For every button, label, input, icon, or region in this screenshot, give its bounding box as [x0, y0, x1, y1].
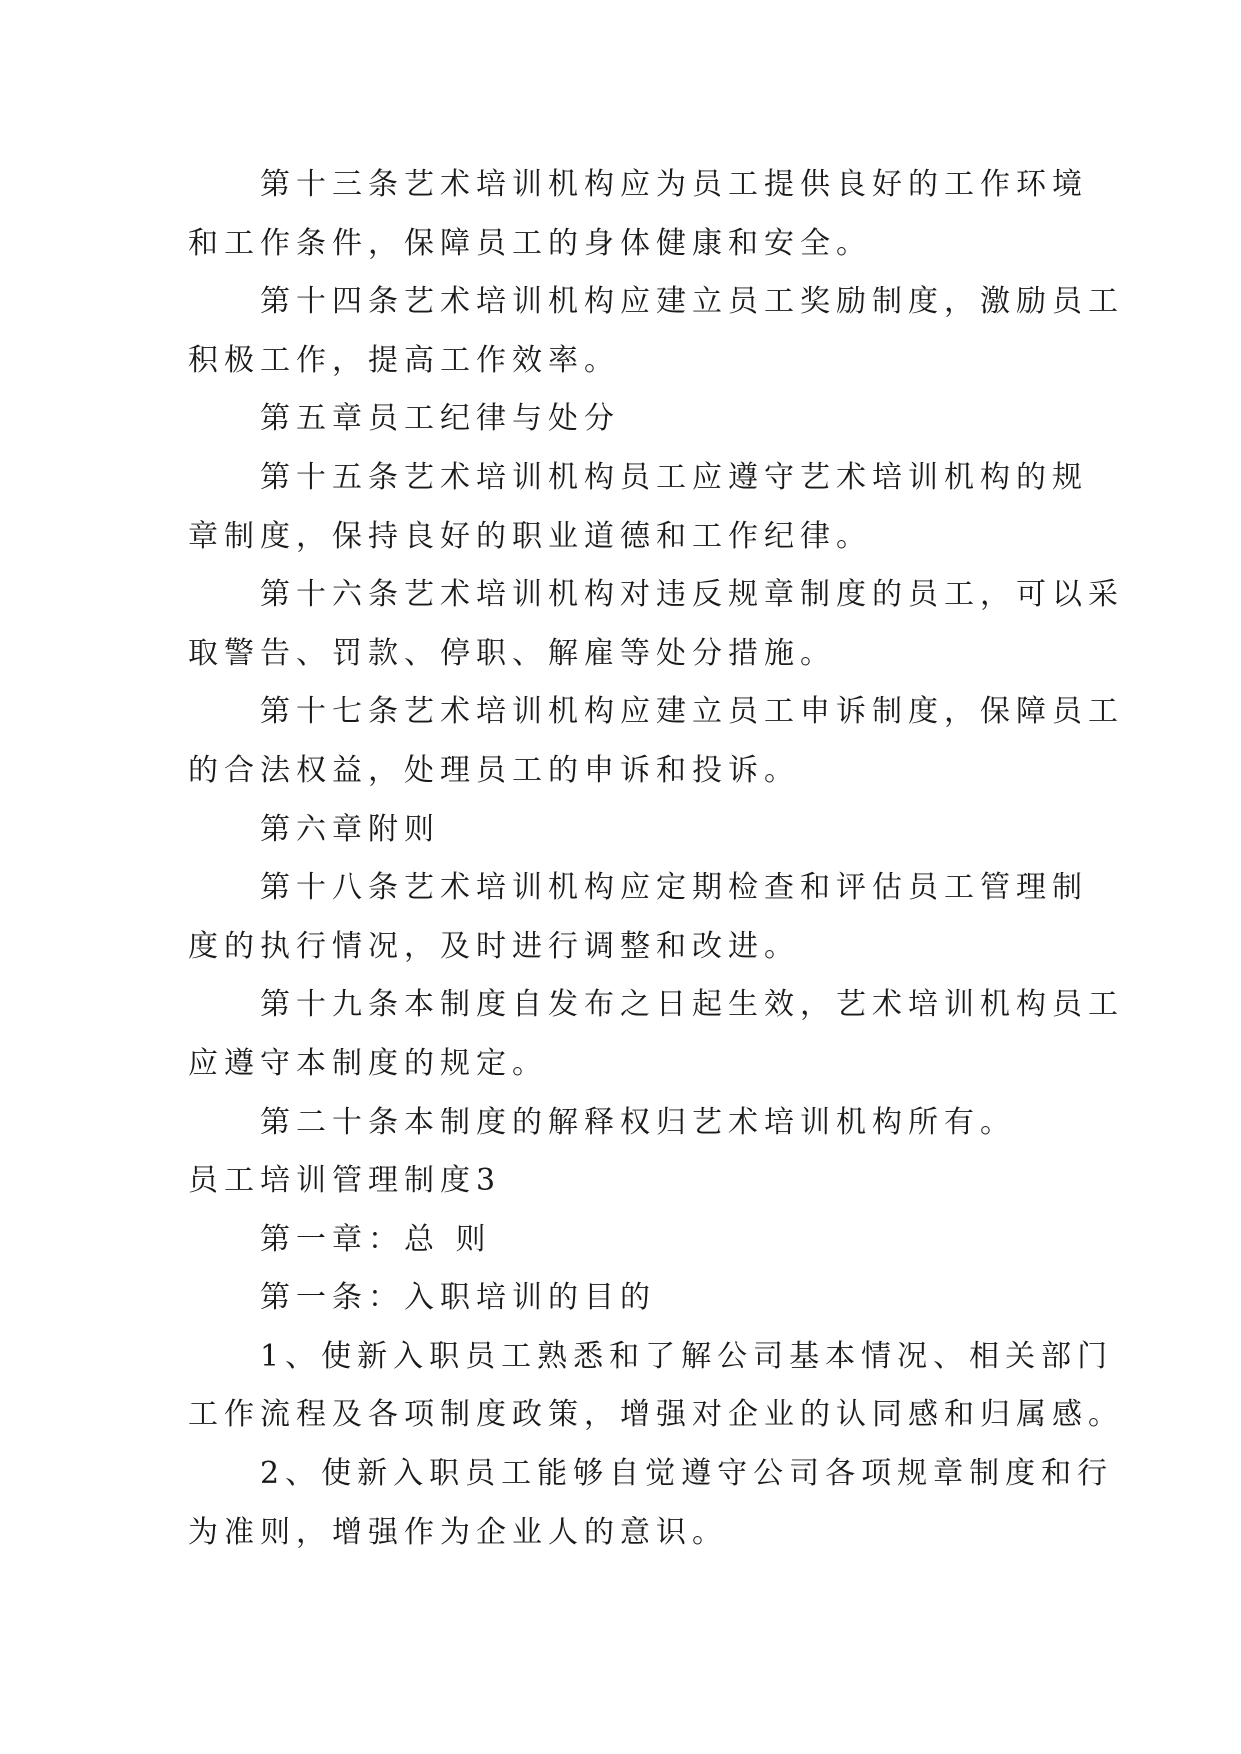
paragraph-line: 第十四条艺术培训机构应建立员工奖励制度，激励员工 — [260, 284, 1124, 320]
document-body — [188, 156, 1124, 1562]
paragraph-line: 第十八条艺术培训机构应定期检查和评估员工管理制 — [260, 870, 1088, 906]
chapter-heading: 第五章员工纪律与处分 — [260, 401, 620, 437]
chapter-heading: 第一章：总 则 — [260, 1221, 492, 1257]
list-item-continuation: 为准则，增强作为企业人的意识。 — [188, 1514, 728, 1550]
paragraph-line: 第十九条本制度自发布之日起生效，艺术培训机构员工 — [260, 987, 1124, 1023]
paragraph-line: 第十三条艺术培训机构应为员工提供良好的工作环境 — [260, 167, 1088, 202]
paragraph-line: 第十六条艺术培训机构对违反规章制度的员工，可以采 — [260, 577, 1124, 613]
paragraph-line: 第十七条艺术培训机构应建立员工申诉制度，保障员工 — [260, 694, 1124, 730]
paragraph-line: 度的执行情况，及时进行调整和改进。 — [188, 928, 800, 964]
paragraph-line: 和工作条件，保障员工的身体健康和安全。 — [188, 225, 872, 261]
paragraph-line: 第十五条艺术培训机构员工应遵守艺术培训机构的规 — [260, 459, 1088, 495]
paragraph-line: 应遵守本制度的规定。 — [188, 1045, 548, 1081]
paragraph-line: 取警告、罚款、停职、解雇等处分措施。 — [188, 635, 836, 671]
paragraph-line: 第二十条本制度的解释权归艺术培训机构所有。 — [260, 1104, 1016, 1140]
chapter-heading: 第六章附则 — [260, 811, 440, 847]
paragraph-line: 章制度，保持良好的职业道德和工作纪律。 — [188, 518, 872, 554]
paragraph-line: 积极工作，提高工作效率。 — [188, 342, 620, 378]
section-title: 员工培训管理制度3 — [188, 1163, 502, 1199]
list-item-continuation: 工作流程及各项制度政策，增强对企业的认同感和归属感。 — [188, 1397, 1124, 1433]
paragraph-line: 的合法权益，处理员工的申诉和投诉。 — [188, 752, 800, 788]
list-item: 2、使新入职员工能够自觉遵守公司各项规章制度和行 — [260, 1456, 1114, 1492]
list-item: 1、使新入职员工熟悉和了解公司基本情况、相关部门 — [260, 1338, 1114, 1374]
article-heading: 第一条：入职培训的目的 — [260, 1280, 656, 1316]
